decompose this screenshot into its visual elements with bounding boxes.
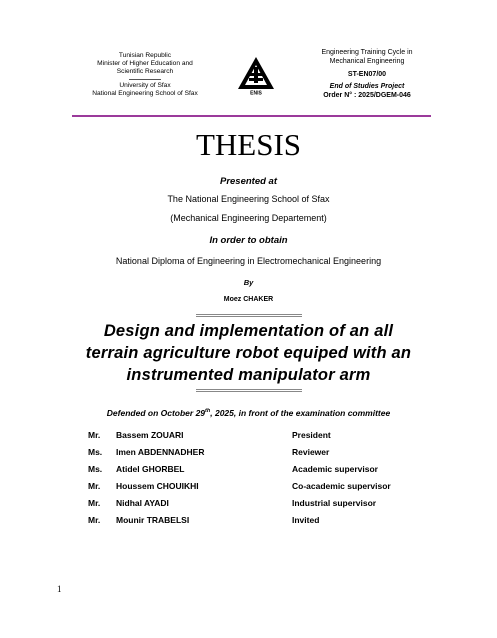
ministry-text-2: Scientific Research [116,68,174,76]
member-title: Ms. [88,464,103,474]
thesis-title-line-2: terrain agriculture robot equiped with an [85,344,412,362]
member-name: Bassem ZOUARI [116,430,184,440]
member-name: Mounir TRABELSI [116,515,190,525]
order-number: Order N° : 2025/DGEM-046 [323,92,411,99]
mech-eng-text: Mechanical Engineering [329,58,405,65]
republic-text: Tunisian Republic [118,52,172,59]
header-divider [129,79,161,80]
member-title: Mr. [88,515,101,525]
header-left [70,52,220,98]
document-code: ST-EN07/00 [347,71,387,78]
member-role: Invited [292,515,320,525]
school-name: The National Engineering School of Sfax [167,194,330,204]
title-rule-top [196,314,302,317]
defense-date: Defended on October 29 [106,408,206,418]
thesis-title-line-3: instrumented manipulator arm [126,366,371,384]
page-number: 1 [57,584,62,594]
author-name: Moez CHAKER [223,296,274,303]
title-rule-bottom [196,389,302,392]
member-name: Nidhal AYADI [116,498,169,508]
member-name: Atidel GHORBEL [116,464,185,474]
diploma-name: National Diploma of Engineering in Electromechanical Engineering [115,256,382,266]
header-right [292,48,442,100]
enis-logo-icon [236,55,276,95]
member-role: Reviewer [292,447,330,457]
member-title: Mr. [88,498,101,508]
in-order-label: In order to obtain [209,235,288,246]
member-title: Mr. [88,481,101,491]
member-role: President [292,430,331,440]
member-role: Academic supervisor [292,464,378,474]
ministry-text: Minister of Higher Education and [97,60,193,68]
member-role: Industrial supervisor [292,498,377,508]
department-name: (Mechanical Engineering Departement) [170,213,327,223]
presented-at-label: Presented at [219,176,278,187]
date-suffix: th [205,408,211,415]
member-name: Houssem CHOUIKHI [116,481,199,491]
defense-committee-text: , 2025, in front of the examination committee [210,408,391,418]
school-text: National Engineering School of Sfax [92,89,198,97]
member-title: Ms. [88,447,103,457]
svg-text:ENIS: ENIS [250,90,262,95]
project-type: End of Studies Project [329,83,405,90]
thesis-title-line-1: Design and implementation of an all [103,322,394,340]
training-cycle-text: Engineering Training Cycle in [321,49,413,56]
main-title: THESIS [195,127,302,162]
member-name: Imen ABDENNADHER [116,447,205,457]
member-title: Mr. [88,430,101,440]
university-text: University of Sfax [119,81,171,89]
thesis-title [0,320,497,386]
defense-statement [0,408,497,418]
by-label: By [243,278,254,287]
member-role: Co-academic supervisor [292,481,391,491]
header-separator [72,115,431,117]
